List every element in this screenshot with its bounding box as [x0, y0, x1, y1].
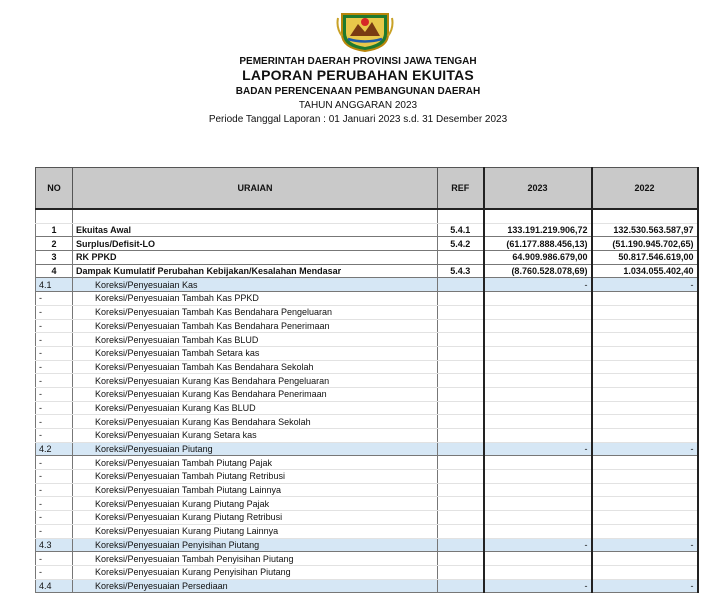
table-row	[36, 264, 698, 278]
item-value-2022	[592, 305, 698, 319]
item-uraian: Koreksi/Penyesuaian Kurang Piutang Retribusi	[73, 511, 438, 525]
item-value-2022	[592, 483, 698, 497]
row-no: 4	[36, 264, 73, 278]
item-value-2023	[484, 401, 592, 415]
item-value-2022	[592, 511, 698, 525]
item-bullet: -	[36, 360, 73, 374]
list-item	[36, 497, 698, 511]
item-bullet: -	[36, 497, 73, 511]
equity-change-table	[35, 167, 699, 593]
item-value-2022	[592, 497, 698, 511]
list-item	[36, 565, 698, 579]
item-value-2022	[592, 524, 698, 538]
item-uraian: Koreksi/Penyesuaian Tambah Kas Bendahara Sekolah	[73, 360, 438, 374]
item-value-2022	[592, 346, 698, 360]
item-value-2023	[484, 333, 592, 347]
section-value-2022: -	[592, 442, 698, 456]
header-spacer-row	[36, 209, 698, 223]
row-value-2023: 64.909.986.679,00	[484, 251, 592, 265]
section-row	[36, 278, 698, 292]
item-ref	[438, 292, 484, 306]
item-bullet: -	[36, 292, 73, 306]
item-value-2023	[484, 415, 592, 429]
row-value-2022: 1.034.055.402,40	[592, 264, 698, 278]
row-value-2022: 132.530.563.587,97	[592, 223, 698, 237]
item-value-2022	[592, 565, 698, 579]
section-value-2022: -	[592, 579, 698, 593]
item-value-2023	[484, 305, 592, 319]
item-value-2023	[484, 470, 592, 484]
list-item	[36, 511, 698, 525]
row-value-2023: (8.760.528.078,69)	[484, 264, 592, 278]
row-no: 2	[36, 237, 73, 251]
list-item	[36, 470, 698, 484]
list-item	[36, 415, 698, 429]
item-bullet: -	[36, 319, 73, 333]
item-ref	[438, 470, 484, 484]
item-bullet: -	[36, 415, 73, 429]
list-item	[36, 374, 698, 388]
item-value-2022	[592, 429, 698, 443]
item-value-2023	[484, 565, 592, 579]
item-uraian: Koreksi/Penyesuaian Tambah Kas Bendahara Pengeluaran	[73, 305, 438, 319]
section-row	[36, 538, 698, 552]
fiscal-year: TAHUN ANGGARAN 2023	[298, 100, 418, 111]
table-row	[36, 251, 698, 265]
row-ref: 5.4.1	[438, 223, 484, 237]
item-value-2023	[484, 429, 592, 443]
row-ref: 5.4.2	[438, 237, 484, 251]
item-value-2022	[592, 333, 698, 347]
item-value-2022	[592, 401, 698, 415]
item-value-2022	[592, 319, 698, 333]
row-uraian: RK PPKD	[73, 251, 438, 265]
list-item	[36, 292, 698, 306]
item-bullet: -	[36, 565, 73, 579]
section-no: 4.4	[36, 579, 73, 593]
item-ref	[438, 346, 484, 360]
item-ref	[438, 333, 484, 347]
section-value-2022: -	[592, 538, 698, 552]
item-uraian: Koreksi/Penyesuaian Kurang Piutang Pajak	[73, 497, 438, 511]
item-ref	[438, 511, 484, 525]
section-uraian: Koreksi/Penyesuaian Penyisihan Piutang	[73, 538, 438, 552]
item-uraian: Koreksi/Penyesuaian Kurang Kas Bendahara Pengeluaran	[73, 374, 438, 388]
item-value-2022	[592, 415, 698, 429]
list-item	[36, 429, 698, 443]
item-bullet: -	[36, 470, 73, 484]
table-row	[36, 223, 698, 237]
list-item	[36, 387, 698, 401]
list-item	[36, 524, 698, 538]
section-ref	[438, 442, 484, 456]
item-value-2022	[592, 470, 698, 484]
col-header-uraian: URAIAN	[73, 168, 438, 210]
section-value-2023: -	[484, 579, 592, 593]
item-ref	[438, 456, 484, 470]
section-no: 4.1	[36, 278, 73, 292]
item-uraian: Koreksi/Penyesuaian Kurang Kas Bendahara Penerimaan	[73, 387, 438, 401]
report-title: LAPORAN PERUBAHAN EKUITAS	[242, 67, 474, 83]
item-value-2022	[592, 456, 698, 470]
item-value-2022	[592, 292, 698, 306]
section-value-2023: -	[484, 538, 592, 552]
list-item	[36, 333, 698, 347]
table-body	[36, 209, 698, 593]
table-header-row	[36, 168, 698, 210]
list-item	[36, 305, 698, 319]
item-uraian: Koreksi/Penyesuaian Kurang Kas Bendahara Sekolah	[73, 415, 438, 429]
item-value-2023	[484, 497, 592, 511]
section-uraian: Koreksi/Penyesuaian Kas	[73, 278, 438, 292]
row-no: 3	[36, 251, 73, 265]
row-uraian: Ekuitas Awal	[73, 223, 438, 237]
item-uraian: Koreksi/Penyesuaian Tambah Piutang Retribusi	[73, 470, 438, 484]
row-ref	[438, 251, 484, 265]
row-uraian: Surplus/Defisit-LO	[73, 237, 438, 251]
list-item	[36, 552, 698, 566]
section-no: 4.2	[36, 442, 73, 456]
item-bullet: -	[36, 429, 73, 443]
item-ref	[438, 565, 484, 579]
section-value-2022: -	[592, 278, 698, 292]
section-value-2023: -	[484, 442, 592, 456]
row-ref: 5.4.3	[438, 264, 484, 278]
item-uraian: Koreksi/Penyesuaian Tambah Kas PPKD	[73, 292, 438, 306]
item-uraian: Koreksi/Penyesuaian Tambah Piutang Lainnya	[73, 483, 438, 497]
jawa-tengah-emblem-icon	[336, 8, 394, 52]
col-header-2022: 2022	[592, 168, 698, 210]
item-ref	[438, 429, 484, 443]
table-row	[36, 237, 698, 251]
item-value-2023	[484, 511, 592, 525]
item-value-2022	[592, 552, 698, 566]
list-item	[36, 456, 698, 470]
item-bullet: -	[36, 401, 73, 415]
item-bullet: -	[36, 374, 73, 388]
item-bullet: -	[36, 346, 73, 360]
item-ref	[438, 374, 484, 388]
item-ref	[438, 360, 484, 374]
item-value-2023	[484, 552, 592, 566]
item-value-2023	[484, 524, 592, 538]
item-value-2022	[592, 387, 698, 401]
item-ref	[438, 401, 484, 415]
item-value-2022	[592, 374, 698, 388]
item-ref	[438, 415, 484, 429]
item-uraian: Koreksi/Penyesuaian Kurang Piutang Lainnya	[73, 524, 438, 538]
item-value-2023	[484, 374, 592, 388]
item-value-2022	[592, 360, 698, 374]
item-bullet: -	[36, 511, 73, 525]
item-uraian: Koreksi/Penyesuaian Tambah Piutang Pajak	[73, 456, 438, 470]
item-bullet: -	[36, 552, 73, 566]
row-value-2023: (61.177.888.456,13)	[484, 237, 592, 251]
item-uraian: Koreksi/Penyesuaian Tambah Penyisihan Piutang	[73, 552, 438, 566]
item-ref	[438, 319, 484, 333]
item-value-2023	[484, 346, 592, 360]
item-bullet: -	[36, 387, 73, 401]
item-value-2023	[484, 292, 592, 306]
government-name: PEMERINTAH DAERAH PROVINSI JAWA TENGAH	[239, 56, 477, 67]
row-value-2022: 50.817.546.619,00	[592, 251, 698, 265]
item-ref	[438, 305, 484, 319]
col-header-no: NO	[36, 168, 73, 210]
item-bullet: -	[36, 456, 73, 470]
item-bullet: -	[36, 524, 73, 538]
item-value-2023	[484, 456, 592, 470]
item-bullet: -	[36, 305, 73, 319]
section-ref	[438, 538, 484, 552]
item-ref	[438, 524, 484, 538]
item-ref	[438, 483, 484, 497]
item-bullet: -	[36, 483, 73, 497]
row-value-2023: 133.191.219.906,72	[484, 223, 592, 237]
section-row	[36, 442, 698, 456]
item-ref	[438, 387, 484, 401]
item-value-2023	[484, 360, 592, 374]
row-uraian: Dampak Kumulatif Perubahan Kebijakan/Kesalahan Mendasar	[73, 264, 438, 278]
item-ref	[438, 497, 484, 511]
row-no: 1	[36, 223, 73, 237]
section-ref	[438, 278, 484, 292]
item-value-2023	[484, 319, 592, 333]
agency-name: BADAN PERENCENAAN PEMBANGUNAN DAERAH	[235, 86, 481, 97]
col-header-2023: 2023	[484, 168, 592, 210]
section-uraian: Koreksi/Penyesuaian Persediaan	[73, 579, 438, 593]
section-no: 4.3	[36, 538, 73, 552]
item-uraian: Koreksi/Penyesuaian Kurang Kas BLUD	[73, 401, 438, 415]
item-bullet: -	[36, 333, 73, 347]
row-value-2022: (51.190.945.702,65)	[592, 237, 698, 251]
item-value-2023	[484, 483, 592, 497]
list-item	[36, 346, 698, 360]
list-item	[36, 319, 698, 333]
report-period: Periode Tanggal Laporan : 01 Januari 2023 s.d. 31 Desember 2023	[208, 114, 508, 125]
item-uraian: Koreksi/Penyesuaian Kurang Setara kas	[73, 429, 438, 443]
item-ref	[438, 552, 484, 566]
section-uraian: Koreksi/Penyesuaian Piutang	[73, 442, 438, 456]
item-uraian: Koreksi/Penyesuaian Tambah Setara kas	[73, 346, 438, 360]
item-value-2023	[484, 387, 592, 401]
list-item	[36, 483, 698, 497]
item-uraian: Koreksi/Penyesuaian Kurang Penyisihan Piutang	[73, 565, 438, 579]
section-value-2023: -	[484, 278, 592, 292]
item-uraian: Koreksi/Penyesuaian Tambah Kas BLUD	[73, 333, 438, 347]
list-item	[36, 360, 698, 374]
item-uraian: Koreksi/Penyesuaian Tambah Kas Bendahara Penerimaan	[73, 319, 438, 333]
col-header-ref: REF	[438, 168, 484, 210]
list-item	[36, 401, 698, 415]
